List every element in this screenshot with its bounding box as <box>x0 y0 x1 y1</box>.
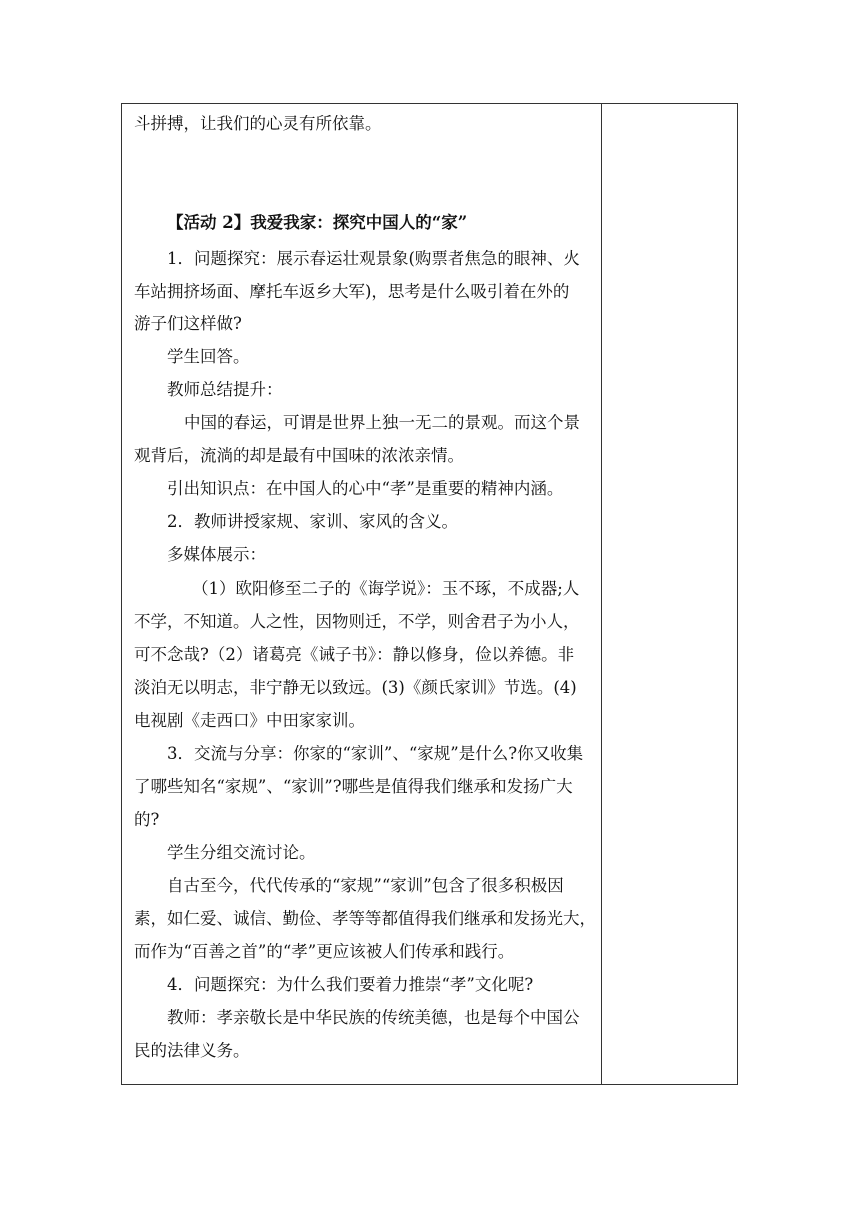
text-line: 4．问题探究：为什么我们要着力推崇“孝”文化呢? <box>167 975 534 994</box>
text-line: 教师总结提升： <box>167 380 283 399</box>
text-line: 而作为“百善之首”的“孝”更应该被人们传承和践行。 <box>134 942 515 961</box>
text-line: 教师：孝亲敬长是中华民族的传统美德，也是每个中国公 <box>167 1008 580 1027</box>
text-line: 的? <box>134 810 160 829</box>
text-line: 车站拥挤场面、摩托车返乡大军)，思考是什么吸引着在外的 <box>134 282 570 301</box>
text-line: 3．交流与分享：你家的“家训”、“家规”是什么?你又收集 <box>167 744 584 763</box>
text-line: 民的法律义务。 <box>134 1041 250 1060</box>
text-line: 游子们这样做? <box>134 314 242 333</box>
text-line: 斗拼搏，让我们的心灵有所依靠。 <box>134 114 382 133</box>
text-line: 可不念哉?（2）诸葛亮《诫子书》：静以修身，俭以养德。非 <box>134 645 575 664</box>
text-line: 淡泊无以明志，非宁静无以致远。(3)《颜氏家训》节选。(4) <box>134 678 577 697</box>
text-line: 了哪些知名“家规”、“家训”?哪些是值得我们继承和发扬广大 <box>134 777 573 796</box>
text-line: 学生回答。 <box>167 347 250 366</box>
text-line: 观背后，流淌的却是最有中国味的浓浓亲情。 <box>134 446 464 465</box>
text-line: 1．问题探究：展示春运壮观景象(购票者焦急的眼神、火 <box>167 249 580 268</box>
lesson-plan-table <box>121 103 738 1085</box>
text-line: （1）欧阳修至二子的《诲学说》：玉不琢，不成器;人 <box>192 579 580 598</box>
text-line: 不学，不知道。人之性，因物则迁，不学，则舍君子为小人， <box>134 612 580 631</box>
column-divider <box>601 104 602 1084</box>
text-line: 多媒体展示： <box>167 545 266 564</box>
text-line: 学生分组交流讨论。 <box>167 843 316 862</box>
activity-heading: 【活动 2】我爱我家：探究中国人的“家” <box>167 213 468 232</box>
text-line: 2．教师讲授家规、家训、家风的含义。 <box>167 512 458 531</box>
text-line: 电视剧《走西口》中田家家训。 <box>134 711 365 730</box>
text-line: 自古至今，代代传承的“家规”“家训”包含了很多积极因 <box>167 876 564 895</box>
text-line: 中国的春运，可谓是世界上独一无二的景观。而这个景 <box>184 413 580 432</box>
text-line: 素，如仁爱、诚信、勤俭、孝等等都值得我们继承和发扬光大， <box>134 909 596 928</box>
text-line: 引出知识点：在中国人的心中“孝”是重要的精神内涵。 <box>167 479 564 498</box>
